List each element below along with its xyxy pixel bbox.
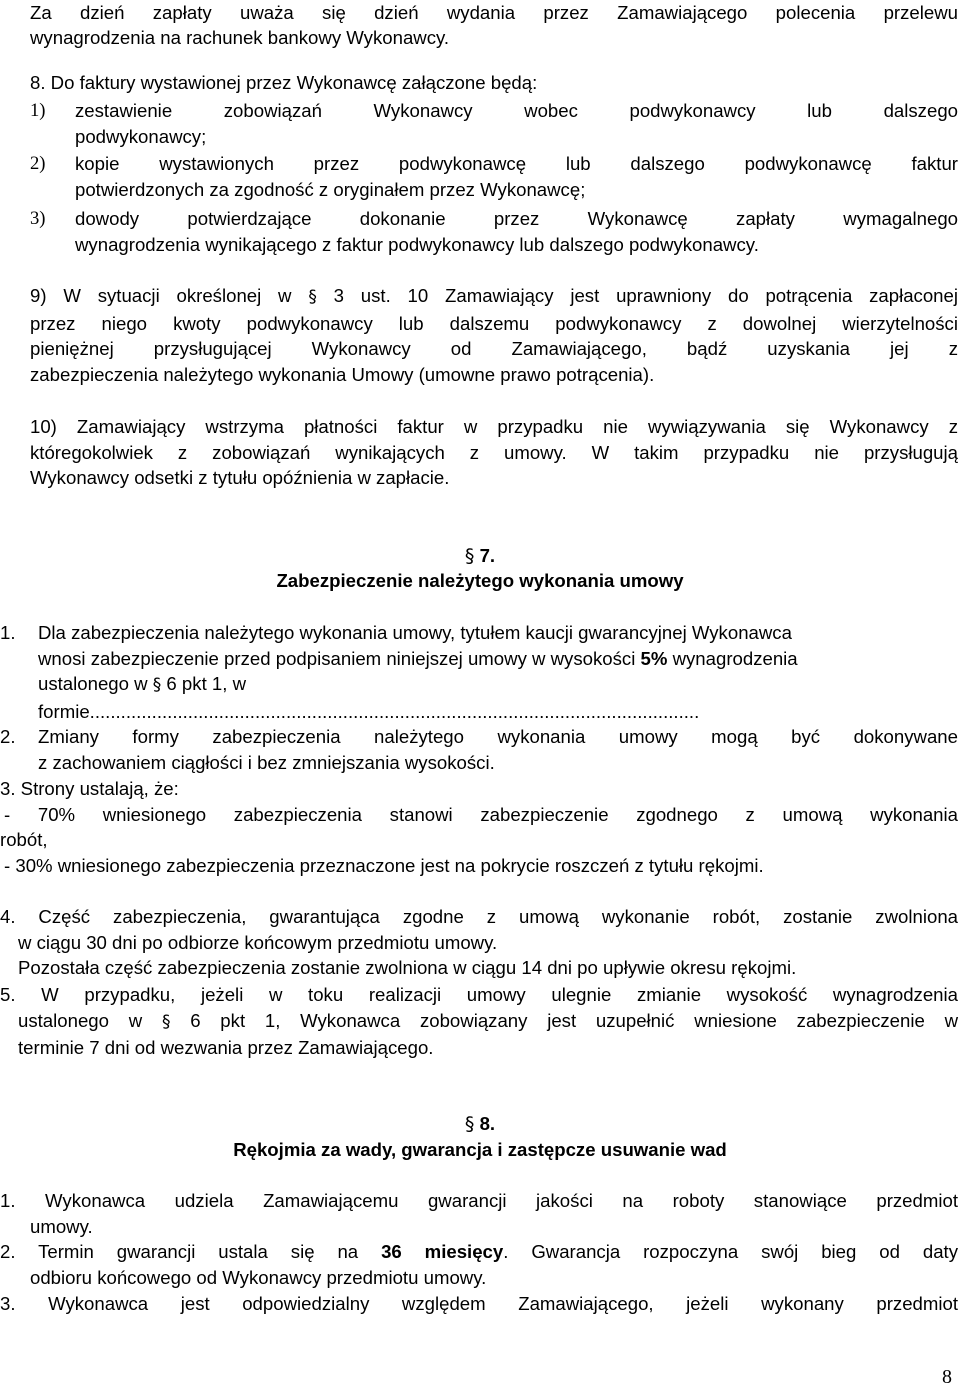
text-fragment: ustalonego w xyxy=(38,673,148,694)
text-line: 8. Do faktury wystawionej przez Wykonawcę załączone będą: xyxy=(30,72,538,93)
text-fragment: 9) W sytuacji określonej w xyxy=(30,285,292,306)
text-line xyxy=(0,1008,958,1036)
text-line: Zmiany formy zabezpieczenia należytego wykonania umowy mogą być dokonywane xyxy=(38,726,958,747)
section-sign: § xyxy=(308,287,317,307)
text-line: 3. Strony ustalają, że: xyxy=(0,778,179,799)
section-8-point-1 xyxy=(0,1188,958,1239)
text-fragment: 6 pkt 1, Wykonawca zobowiązany jest uzupełnić wniesione zabezpieczenie w xyxy=(190,1009,959,1031)
section-number: 8. xyxy=(479,1113,496,1134)
bold-duration: 36 miesięcy xyxy=(381,1241,504,1262)
text-line: 10) Zamawiający wstrzyma płatności faktur w przypadku nie wywiązywania się Wykonawcy z xyxy=(30,416,958,437)
section-number: 7. xyxy=(479,545,496,566)
text-fragment: 3 ust. 10 Zamawiający jest uprawniony do potrącenia zapłaconej xyxy=(333,285,958,306)
payment-date-paragraph-end xyxy=(30,25,958,51)
text-line: któregokolwiek z zobowiązań wynikających z umowy. W takim przypadku nie przysługują xyxy=(30,441,958,463)
text-line: podwykonawcy; xyxy=(75,125,207,147)
section-title: Zabezpieczenie należytego wykonania umowy xyxy=(276,570,684,591)
section-sign: § xyxy=(161,1011,171,1032)
text-line: Dla zabezpieczenia należytego wykonania umowy, tytułem kaucji gwarancyjnej Wykonawca xyxy=(38,622,792,643)
item-number: 1) xyxy=(30,100,46,121)
text-line: Wykonawcy odsetki z tytułu opóźnienia w zapłacie. xyxy=(30,467,450,488)
text-line: potwierdzonych za zgodność z oryginałem przez Wykonawcę; xyxy=(75,178,586,200)
text-line: wynagrodzenia na rachunek bankowy Wykonawcy. xyxy=(30,27,450,48)
text-line: odbioru końcowego od Wykonawcy przedmiotu umowy. xyxy=(30,1266,487,1288)
text-line: z zachowaniem ciągłości i bez zmniejszania wysokości. xyxy=(38,751,495,773)
text-line: dowody potwierdzające dokonanie przez Wykonawcę zapłaty wymagalnego xyxy=(75,208,958,229)
section-7-title xyxy=(0,568,960,594)
text-fragment: 2. Termin gwarancji ustala się na xyxy=(0,1241,359,1262)
text-line xyxy=(30,283,958,311)
text-line: wynagrodzenia wynikającego z faktur podwykonawcy lub dalszego podwykonawcy. xyxy=(75,233,759,255)
text-line: w ciągu 30 dni po odbiorze końcowym przedmiotu umowy. xyxy=(18,931,498,953)
point-8-intro xyxy=(30,70,958,96)
section-title: Rękojmia za wady, gwarancja i zastępcze usuwanie wad xyxy=(233,1139,727,1160)
page-number: 8 xyxy=(942,1366,952,1388)
section-7-number xyxy=(0,543,960,570)
item-number: 1. xyxy=(0,622,16,643)
section-sign: § xyxy=(152,675,162,695)
item-number: 2. xyxy=(0,726,16,747)
point-8-item-3 xyxy=(30,206,958,257)
section-8-title xyxy=(0,1137,960,1163)
text-line: Pozostała część zabezpieczenia zostanie zwolniona w ciągu 14 dni po upływie okresu rękojmi. xyxy=(18,957,797,978)
text-line: robót, xyxy=(0,829,48,850)
point-10-paragraph xyxy=(30,414,958,491)
text-fragment: wnosi zabezpieczenie przed podpisaniem niniejszej umowy w wysokości xyxy=(38,647,636,669)
point-9-paragraph xyxy=(30,283,958,387)
text-line: - 70% wniesionego zabezpieczenia stanowi zabezpieczenie zgodnego z umową wykonania xyxy=(4,803,958,825)
text-line: pieniężnej przysługującej Wykonawcy od Zamawiającego, bądź uzyskania jej z xyxy=(30,338,958,359)
text-fragment: ustalonego w xyxy=(18,1009,143,1031)
text-line: terminie 7 dni od wezwania przez Zamawiającego. xyxy=(18,1037,434,1058)
point-8-item-2 xyxy=(30,151,958,202)
text-line xyxy=(38,671,958,699)
section-7-point-5 xyxy=(0,982,958,1061)
section-8-number xyxy=(0,1111,960,1138)
text-line xyxy=(0,1239,958,1265)
text-line: zestawienie zobowiązań Wykonawcy wobec podwykonawcy lub dalszego xyxy=(75,100,958,121)
item-number: 2) xyxy=(30,153,46,174)
point-8-item-1 xyxy=(30,98,958,149)
text-line: 1. Wykonawca udziela Zamawiającemu gwarancji jakości na roboty stanowiące przedmiot xyxy=(0,1190,958,1211)
text-line: zabezpieczenia należytego wykonania Umowy (umowne prawo potrącenia). xyxy=(30,363,655,385)
text-line: - 30% wniesionego zabezpieczenia przeznaczone jest na pokrycie roszczeń z tytułu rękojmi. xyxy=(4,854,764,876)
text-fragment: wynagrodzenia xyxy=(672,647,798,669)
text-line: kopie wystawionych przez podwykonawcę lub dalszego podwykonawcę faktur xyxy=(75,153,958,174)
text-line: Za dzień zapłaty uważa się dzień wydania przez Zamawiającego polecenia przelewu xyxy=(30,2,958,23)
text-line: umowy. xyxy=(30,1215,93,1237)
text-fragment: . Gwarancja rozpoczyna swój bieg od daty xyxy=(503,1241,959,1262)
section-8-point-2 xyxy=(0,1239,958,1290)
text-line: formie...................................................................................................................... xyxy=(38,700,700,722)
text-line: 4. Część zabezpieczenia, gwarantująca zgodne z umową wykonanie robót, zostanie zwolniona xyxy=(0,906,958,927)
section-sign: § xyxy=(464,1113,475,1135)
section-7-point-3 xyxy=(0,776,958,878)
bold-percentage: 5% xyxy=(640,647,668,669)
text-line: 3. Wykonawca jest odpowiedzialny względem Zamawiającego, jeżeli wykonany przedmiot xyxy=(0,1293,958,1314)
text-line: 5. W przypadku, jeżeli w toku realizacji umowy ulegnie zmianie wysokość wynagrodzenia xyxy=(0,984,958,1005)
text-line xyxy=(38,646,958,672)
text-fragment: 6 pkt 1, w xyxy=(166,673,246,694)
section-8-point-3 xyxy=(0,1291,958,1317)
item-number: 3) xyxy=(30,208,46,229)
section-7-point-1 xyxy=(0,620,958,724)
text-line: przez niego kwoty podwykonawcy lub dalszemu podwykonawcy z dowolnej wierzytelności xyxy=(30,312,958,334)
section-sign: § xyxy=(464,545,475,567)
section-7-point-4 xyxy=(0,904,958,981)
section-7-point-2 xyxy=(0,724,958,775)
payment-date-paragraph xyxy=(30,0,958,26)
